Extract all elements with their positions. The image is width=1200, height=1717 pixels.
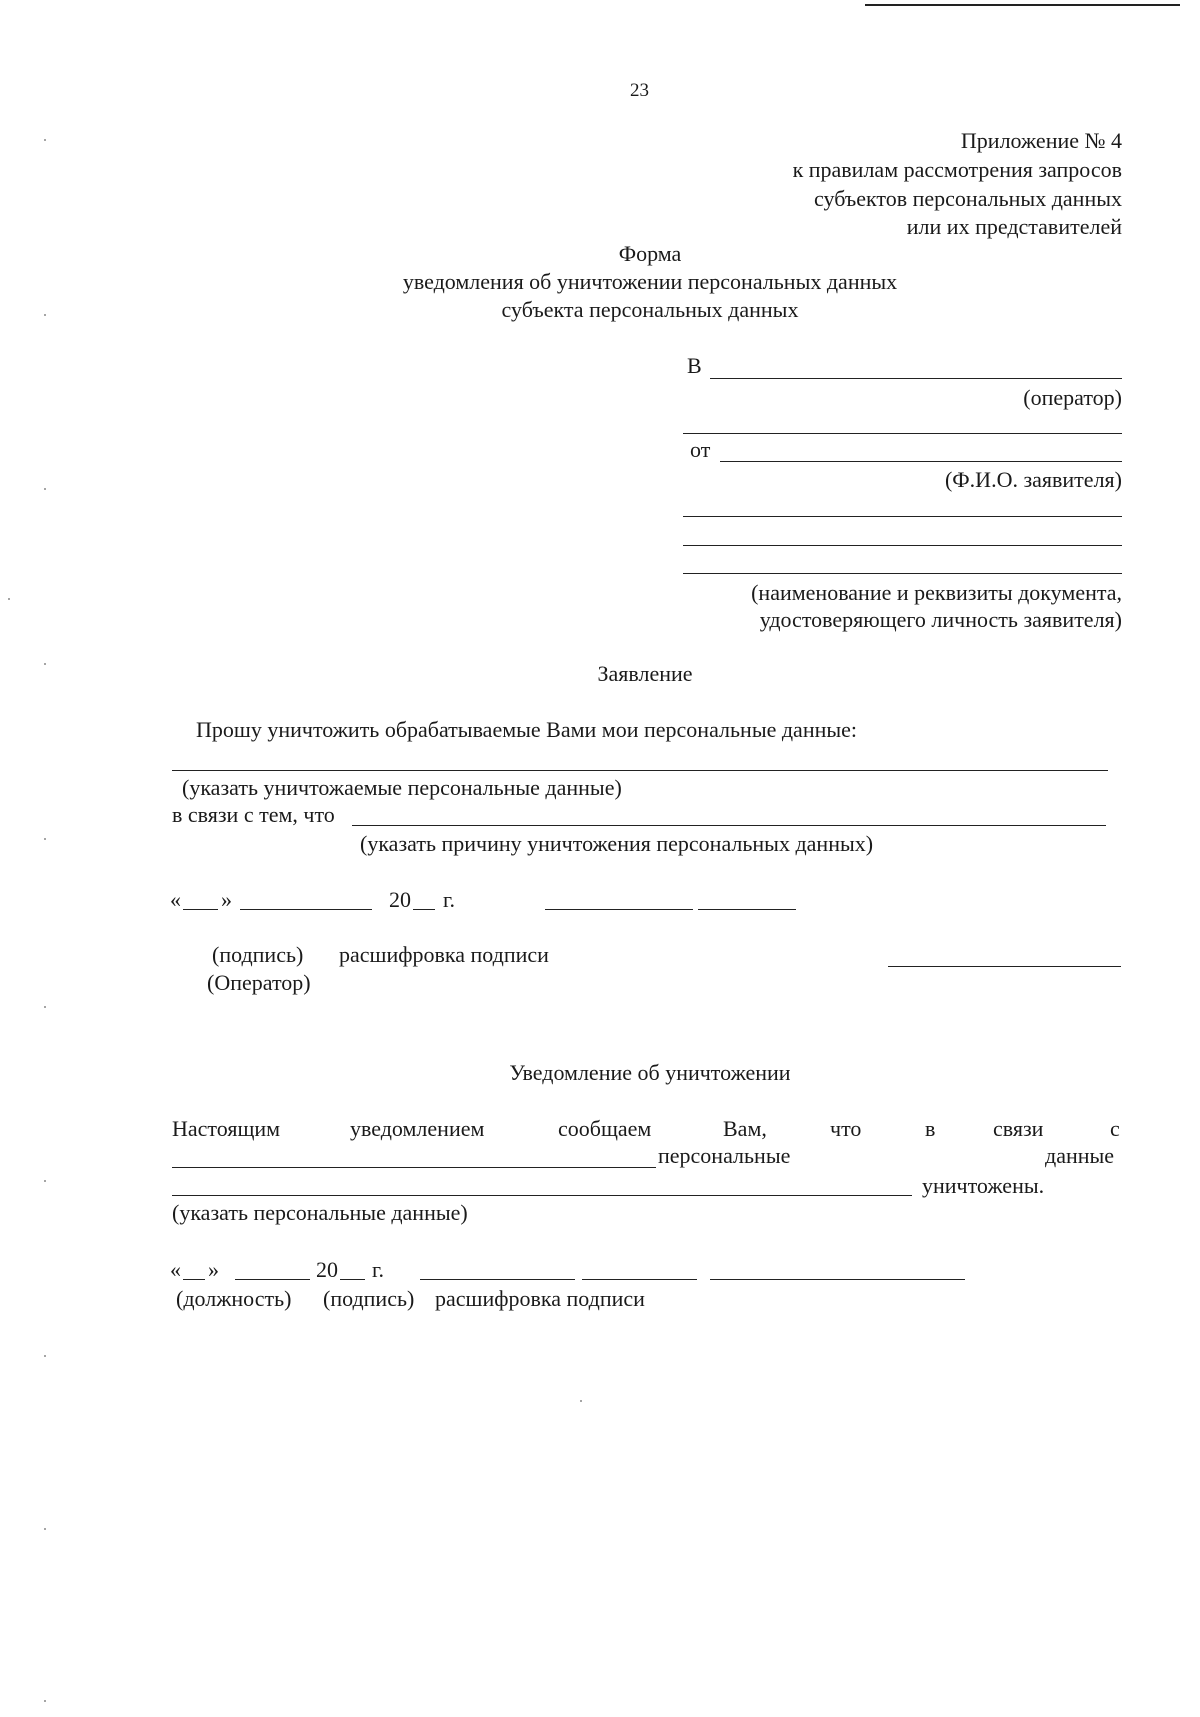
notice-word-5: что [830,1116,862,1141]
operator-signature-line[interactable] [888,966,1121,967]
scan-speck [44,488,46,490]
notice-decoding-caption: расшифровка подписи [435,1286,645,1311]
notice-reason-field-line[interactable] [172,1167,656,1168]
notice-data-field-line[interactable] [172,1195,912,1196]
appendix-line-2: к правилам рассмотрения запросов [792,157,1122,182]
applicant-field-line[interactable] [720,461,1122,462]
application-request-text: Прошу уничтожить обрабатываемые Вами мои персональные данные: [196,717,858,742]
notice-heading: Уведомление об уничтожении [509,1060,791,1085]
decoding-caption: расшифровка подписи [339,942,549,967]
operator-extra-line[interactable] [683,433,1122,434]
notice-decoding-field-line[interactable] [710,1279,965,1280]
scan-speck [44,1700,46,1702]
notice-position-caption: (должность) [176,1286,292,1311]
notice-word-4: Вам, [723,1116,767,1141]
scan-speck [44,1528,46,1530]
notice-date-open-quote: « [170,1257,181,1282]
notice-word-7: связи [993,1116,1044,1141]
notice-data-word: данные [1045,1143,1115,1168]
reason-field-line[interactable] [352,825,1106,826]
notice-year-prefix: 20 [316,1257,338,1282]
notice-date-close-quote: » [208,1257,219,1282]
notice-year-suffix: г. [372,1257,385,1282]
notice-signature-caption: (подпись) [323,1286,415,1311]
page-number: 23 [630,80,649,101]
personal-data-field-line[interactable] [172,770,1108,771]
from-prefix: от [690,437,711,462]
operator-field-line[interactable] [710,378,1122,379]
appendix-line-1: Приложение № 4 [960,128,1122,153]
form-title-line-1: Форма [618,241,682,266]
notice-personal-word: персональные [658,1143,791,1168]
notice-word-8: с [1110,1116,1120,1141]
notice-destroyed-word: уничтожены. [922,1173,1045,1198]
notice-day-field-line[interactable] [183,1279,205,1280]
year-prefix: 20 [389,887,411,912]
notice-word-3: сообщаем [558,1116,652,1141]
date-close-quote: » [221,887,232,912]
day-field-line[interactable] [183,909,218,910]
application-heading: Заявление [597,661,693,686]
scan-edge-line [865,4,1180,6]
to-prefix: В [687,353,702,378]
document-caption-line-2: удостоверяющего личность заявителя) [759,607,1122,632]
form-title-line-3: субъекта персональных данных [501,297,799,322]
form-title-line-2: уведомления об уничтожении персональных данных [402,269,898,294]
operator-caption: (оператор) [1023,385,1122,410]
scan-speck [44,1180,46,1182]
appendix-line-3: субъектов персональных данных [814,186,1122,211]
document-field-line-3[interactable] [683,573,1122,574]
notice-position-field-line[interactable] [420,1279,575,1280]
notice-year-field-line[interactable] [340,1279,365,1280]
notice-word-2: уведомлением [350,1116,485,1141]
signature-field-line[interactable] [545,909,693,910]
scan-speck [44,1006,46,1008]
operator-caption-bottom: (Оператор) [207,970,311,995]
scan-speck [44,663,46,665]
month-field-line[interactable] [240,909,372,910]
notice-signature-field-line[interactable] [582,1279,697,1280]
appendix-line-4: или их представителей [906,214,1122,239]
year-suffix: г. [443,887,456,912]
notice-word-1: Настоящим [172,1116,281,1141]
document-field-line-2[interactable] [683,545,1122,546]
scan-speck [44,314,46,316]
scan-speck [44,139,46,141]
notice-month-field-line[interactable] [235,1279,310,1280]
reason-prefix: в связи с тем, что [172,802,335,827]
scan-speck [8,598,10,600]
scan-speck [44,1355,46,1357]
year-field-line[interactable] [413,909,435,910]
scan-speck [580,1400,582,1402]
notice-word-6: в [925,1116,936,1141]
personal-data-caption: (указать уничтожаемые персональные данные) [182,775,622,800]
signature-caption: (подпись) [212,942,304,967]
reason-caption: (указать причину уничтожения персональных данных) [360,831,874,856]
decoding-field-line[interactable] [698,909,796,910]
scan-speck [44,838,46,840]
notice-data-caption: (указать персональные данные) [172,1200,468,1225]
document-caption-line-1: (наименование и реквизиты документа, [751,580,1122,605]
applicant-caption: (Ф.И.О. заявителя) [944,467,1122,492]
date-open-quote: « [170,887,181,912]
document-field-line-1[interactable] [683,516,1122,517]
